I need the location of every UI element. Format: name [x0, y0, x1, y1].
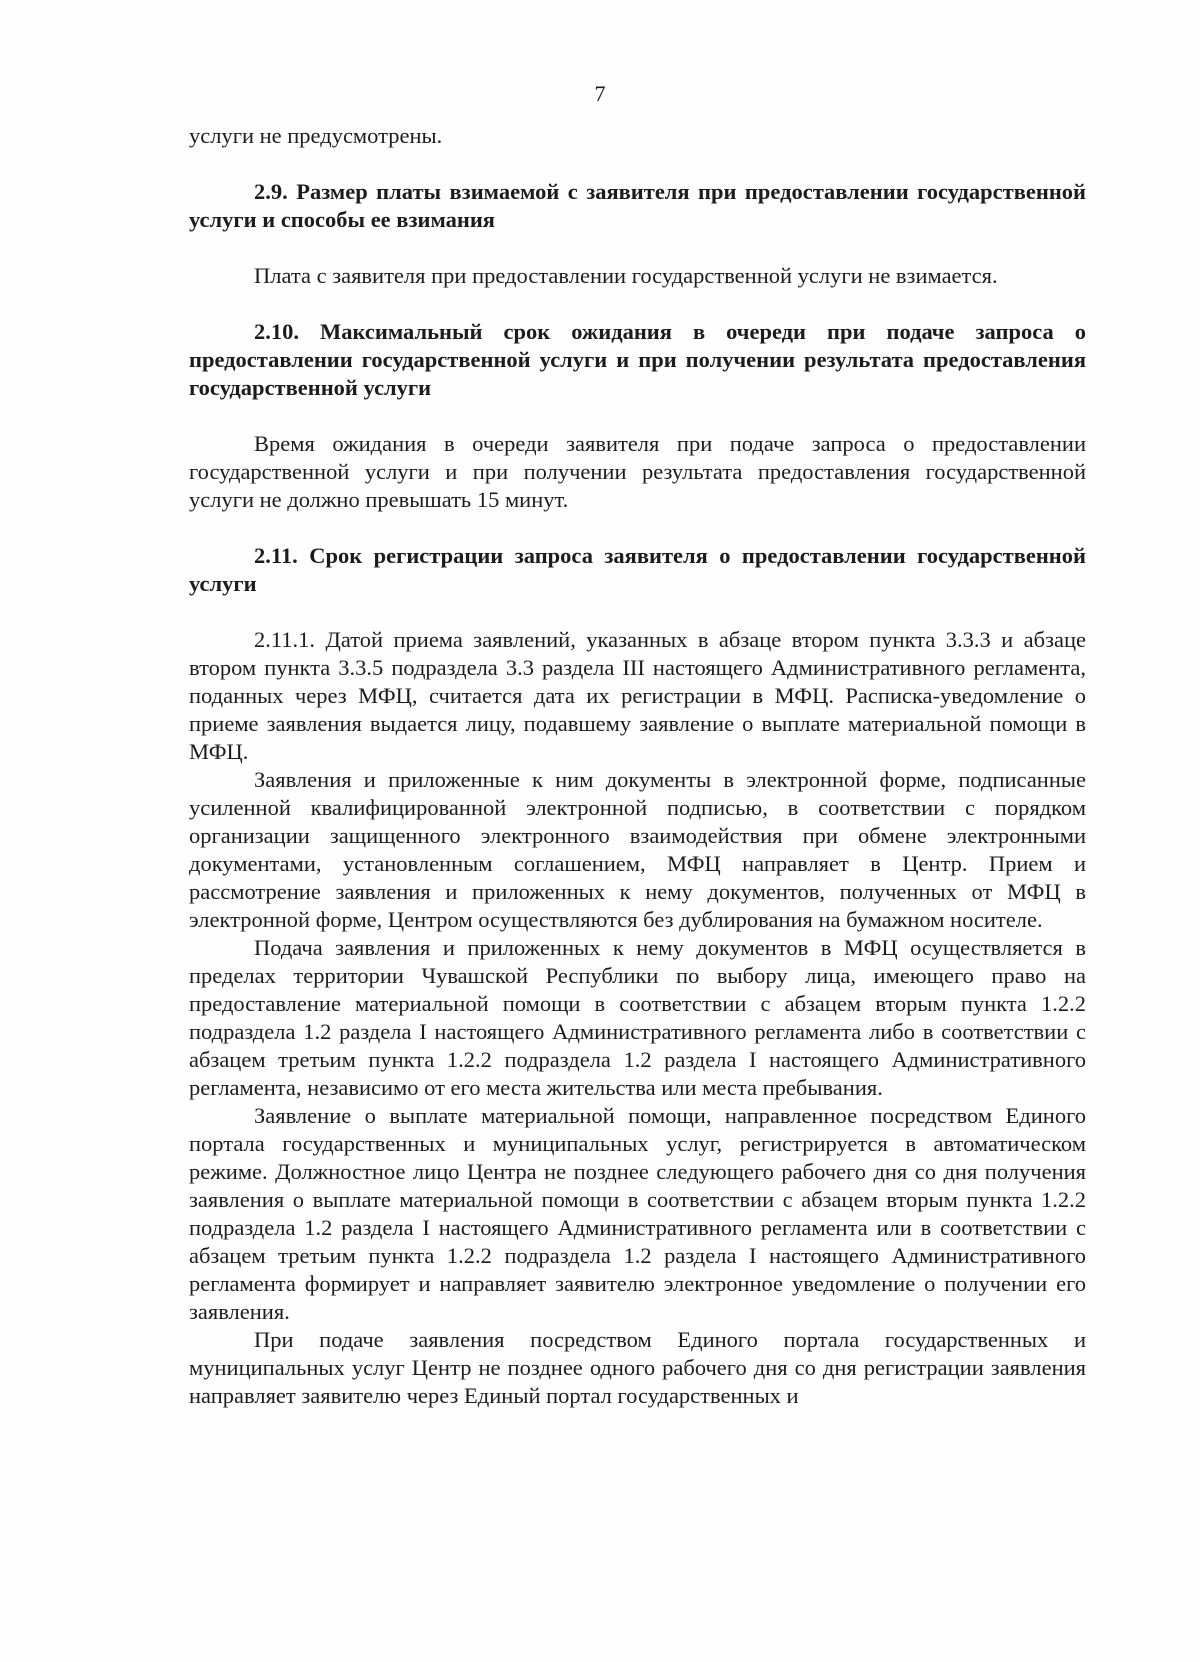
paragraph: Подача заявления и приложенных к нему документов в МФЦ осуществляется в пределах территории Чувашской Республики по выбору лица, имеющего право на предоставление материальной помощи в соответствии с абзацем вторым пункта 1.2.2 подраздела 1.2 раздела I настоящего Административного регламента либо в соответствии с абзацем третьим пункта 1.2.2 подраздела 1.2 раздела I настоящего Административного регламента, независимо от его места жительства или места пребывания.	[189, 935, 1086, 1100]
page-number: 7	[594, 81, 606, 106]
section-heading-2-11: 2.11. Срок регистрации запроса заявителя о предоставлении государственной услуги	[189, 543, 1086, 596]
paragraph: При подаче заявления посредством Единого портала государственных и муниципальных услуг Центр не позднее одного рабочего дня со дня регистрации заявления направляет заявителю через Единый портал государственных и	[189, 1327, 1086, 1408]
paragraph: 2.11.1. Датой приема заявлений, указанных в абзаце втором пункта 3.3.3 и абзаце втором пункта 3.3.5 подраздела 3.3 раздела III настоящего Административного регламента, поданных через МФЦ, считается дата их регистрации в МФЦ. Расписка-уведомление о приеме заявления выдается лицу, подавшему заявление о выплате материальной помощи в МФЦ.	[189, 627, 1086, 764]
paragraph: Заявления и приложенные к ним документы в электронной форме, подписанные усиленной квалифицированной электронной подписью, в соответствии с порядком организации защищенного электронного взаимодействия при обмене электронными документами, установленным соглашением, МФЦ направляет в Центр. Прием и рассмотрение заявления и приложенных к нему документов, полученных от МФЦ в электронной форме, Центром осуществляются без дублирования на бумажном носителе.	[189, 767, 1086, 932]
section-heading-2-10: 2.10. Максимальный срок ожидания в очереди при подаче запроса о предоставлении государственной услуги и при получении результата предоставления государственной услуги	[189, 319, 1086, 400]
section-heading-2-9: 2.9. Размер платы взимаемой с заявителя при предоставлении государственной услуги и способы ее взимания	[189, 179, 1086, 232]
paragraph: Время ожидания в очереди заявителя при подаче запроса о предоставлении государственной услуги и при получении результата предоставления государственной услуги не должно превышать 15 минут.	[189, 431, 1086, 512]
paragraph: Плата с заявителя при предоставлении государственной услуги не взимается.	[254, 263, 998, 288]
continuation-text: услуги не предусмотрены.	[189, 123, 443, 148]
page-content	[189, 122, 1086, 1410]
paragraph: Заявление о выплате материальной помощи, направленное посредством Единого портала государственных и муниципальных услуг, регистрируется в автоматическом режиме. Должностное лицо Центра не позднее следующего рабочего дня со дня получения заявления о выплате материальной помощи в соответствии с абзацем вторым пункта 1.2.2 подраздела 1.2 раздела I настоящего Административного регламента или в соответствии с абзацем третьим пункта 1.2.2 подраздела 1.2 раздела I настоящего Административного регламента формирует и направляет заявителю электронное уведомление о получении его заявления.	[189, 1103, 1086, 1324]
